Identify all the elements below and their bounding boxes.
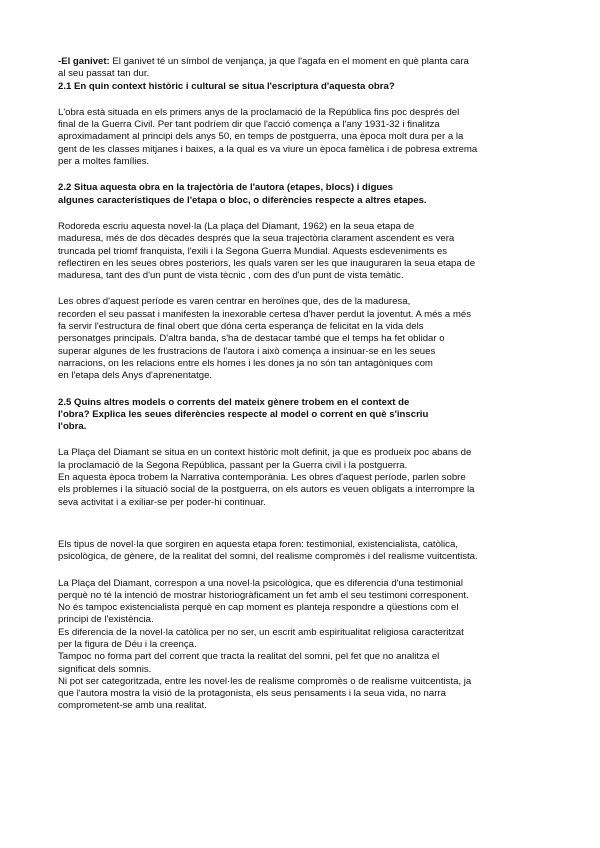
intro-paragraph [58,56,548,81]
section-2-1-heading: 2.1 En quin context històric i cultural se situa l'escriptura d'aquesta obra? [58,80,395,92]
section-2-1-paragraph: L'obra està situada en els primers anys de la proclamació de la República fins poc després del final de la Guerra Civil. Per tant podríem dir que l'acció comença a l'any 1931-32 i finalitza aproximadament al principi dels anys 50, en temps de postguerra, una època molt dura per a la gent de les classes mitjanes i baixes, a la qual es va viure un època famèlica i de pobresa extrema per a moltes famílies. [58,106,478,168]
section-2-5-paragraph-2: Els tipus de novel·la que sorgiren en aquesta etapa foren: testimonial, existencialista, catòlica, psicològica, de gènere, de la realitat del somni, del realisme compromès i del realisme vuitcentista. [58,538,478,563]
intro-line: -El ganivet: El ganivet té un símbol de venjança, ja que l'agafa en el moment en què planta cara [58,56,469,67]
intro-line: al seu passat tan dur. [58,68,150,80]
section-2-2-heading: 2.2 Situa aquesta obra en la trajectòria de l'autora (etapes, blocs) i digues algunes característiques de l'etapa o bloc, o diferències respecte a altres etapes. [58,182,427,206]
section-2-2-paragraph-2: Les obres d'aquest període es varen centrar en heroïnes que, des de la maduresa, recorden el seu passat i manifesten la inexorable certesa d'haver perdut la joventut. A més a més fa servir l'estructura de final obert que dóna certa esperança de felicitat en la vida dels personatges principals. D'altra banda, s'ha de destacar també que el temps ha fet oblidar o superar algunes de les frustracions de l'autora i això comença a insinuar-se en les seues narracions, on les relacions entre els homes i les dones ja no són tan antagòniques com en l'etapa dels Anys d'aprenentatge. [58,296,471,382]
document-page [58,56,548,713]
intro-label: -El ganivet: [58,56,110,67]
section-2-5-heading: 2.5 Quins altres models o corrents del mateix gènere trobem en el context de l'obra? Explica les seues diferències respecte al model o corrent en què s'inscriu l'obra. [58,396,429,433]
section-2-5-paragraph-1: La Plaça del Diamant se situa en un context històric molt definit, ja que es produeix poc abans de la proclamació de la Segona República, passant per la Guerra civil i la postguerra. En aquesta època trobem la Narrativa contemporània. Les obres d'aquest període, parlen sobre els problemes i la situació social de la postguerra, on els autors es veuen obligats a interrompre la seva activitat i a exiliar-se per poder-hi continuar. [58,447,475,508]
section-2-5-paragraph-3: La Plaça del Diamant, correspon a una novel·la psicològica, que es diferencia d'una testimonial perquè no té la intenció de mostrar historiogràficament un fet amb el seu testimoni corresponent. No és tampoc existencialista perquè en cap moment es planteja respondre a qüestions com el principi de l'existència. Es diferencia de la novel·la catòlica per no ser, un escrit amb espiritualitat religiosa caracteritzat per la figura de Déu i la creença. Tampoc no forma part del corrent que tracta la realitat del somni, pel fet que no analitza el significat dels somnis. Ni pot ser categoritzada, entre les novel·les de realisme compromès o de realisme vuitcentista, ja que l'autora mostra la visió de la protagonista, els seus pensaments i la seua vida, no narra comprometent-se amb una realitat. [58,577,472,712]
section-2-2-paragraph-1: Rodoreda escriu aquesta novel·la (La plaça del Diamant, 1962) en la seua etapa de maduresa, més de dos dècades després que la seua trajectòria clarament ascendent es vera truncada pel triomf franquista, l'exili i la Segona Guerra Mundial. Aquests esdeveniments es reflectiren en les seues obres posteriors, les quals varen ser les que inauguraren la seua etapa de maduresa, tant des d'un punt de vista tècnic , com des d'un punt de vista temàtic. [58,220,476,282]
